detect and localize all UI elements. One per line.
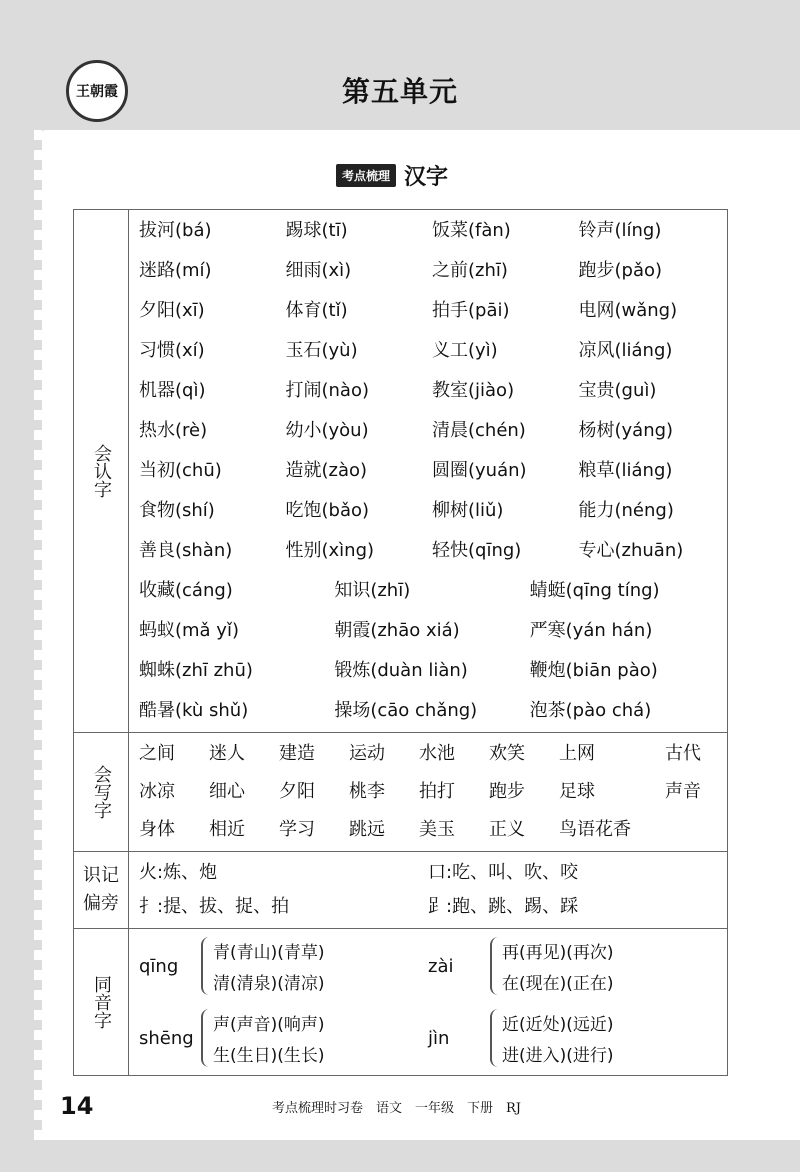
recognize-word: 铃声(líng): [578, 220, 662, 241]
recognize-word: 柳树(liǔ): [432, 500, 504, 521]
recognize-word: 玉石(yù): [285, 340, 358, 361]
recognize-word: 热水(rè): [139, 420, 208, 441]
recognize-cell: [129, 210, 728, 733]
recognize-word: 体育(tǐ): [285, 300, 348, 321]
brand-logo: 王朝霞: [66, 60, 128, 122]
recognize-word: 清晨(chén): [432, 420, 526, 441]
header: [0, 0, 800, 130]
homophone-pinyin: shēng: [139, 1027, 194, 1049]
homophone-lines: [502, 1010, 614, 1066]
recognize-word: 粮草(liáng): [578, 460, 673, 481]
recognize-word: 跑步(pǎo): [578, 260, 663, 281]
write-word: 建造: [279, 743, 315, 764]
homophone-pinyin: zài: [428, 955, 454, 977]
recognize-word: 踢球(tī): [285, 220, 348, 241]
write-word: 相近: [209, 819, 245, 840]
recognize-word: 电网(wǎng): [578, 300, 678, 321]
write-word: 之间: [139, 743, 175, 764]
recognize-word: 蜘蛛(zhī zhū): [139, 660, 253, 681]
radicals-grid: [139, 860, 717, 920]
recognize-word: 吃饱(bǎo): [285, 500, 370, 521]
recognize-word: 朝霞(zhāo xiá): [334, 620, 460, 641]
recognize-word: 拍手(pāi): [432, 300, 510, 321]
homophone-line: 清(清泉)(清凉): [213, 974, 325, 994]
homophone-line: 进(进入)(进行): [502, 1046, 614, 1066]
write-word: 冰凉: [139, 781, 175, 802]
recognize-word: 义工(yì): [432, 340, 498, 361]
radical-entry: 火:炼、炮: [139, 862, 218, 883]
write-word: 足球: [559, 781, 595, 802]
homophone-pinyin: jìn: [428, 1027, 450, 1049]
write-word: 正义: [489, 819, 525, 840]
write-word: 拍打: [419, 781, 455, 802]
write-word: 细心: [209, 781, 245, 802]
homophone-group: [428, 1009, 717, 1067]
homophone-group: [139, 937, 428, 995]
recognize-word: 凉风(liáng): [578, 340, 673, 361]
write-word: 身体: [139, 819, 175, 840]
homophones-grid: [139, 937, 717, 1067]
character-table: [73, 209, 728, 1076]
write-word: 上网: [559, 743, 595, 764]
recognize-word: 教室(jiào): [432, 380, 515, 401]
brace-icon: [201, 1009, 209, 1067]
recognize-word: 之前(zhī): [432, 260, 508, 281]
homophone-lines: [502, 938, 614, 994]
write-word: 桃李: [349, 781, 385, 802]
recognize-word: 杨树(yáng): [578, 420, 674, 441]
recognize-word: 蜻蜓(qīng tíng): [529, 580, 660, 601]
recognize-word: 善良(shàn): [139, 540, 233, 561]
recognize-word: 迷路(mí): [139, 260, 212, 281]
homophone-group: [428, 937, 717, 995]
radical-entry: 口:吃、叫、吹、咬: [428, 862, 579, 883]
homophone-line: 青(青山)(青草): [213, 943, 325, 963]
write-word: 夕阳: [279, 781, 315, 802]
recognize-word: 泡茶(pào chá): [529, 700, 652, 721]
write-word: 跳远: [349, 819, 385, 840]
recognize-word: 能力(néng): [578, 500, 674, 521]
write-word: 水池: [419, 743, 455, 764]
radical-entry: 𧾷:跑、跳、踢、踩: [428, 896, 579, 917]
homophone-line: 近(近处)(远近): [502, 1015, 614, 1035]
homophones-cell: [129, 929, 728, 1076]
radicals-label: 识记偏旁: [74, 852, 129, 929]
write-row: [74, 733, 728, 852]
recognize-label: 会认字: [74, 210, 129, 733]
recognize-word: 严寒(yán hán): [529, 620, 653, 641]
write-word: 跑步: [489, 781, 525, 802]
write-word: 声音: [665, 781, 701, 802]
recognize-word: 当初(chū): [139, 460, 222, 481]
recognize-word: 鞭炮(biān pào): [529, 660, 658, 681]
homophone-lines: [213, 938, 325, 994]
brace-icon: [201, 937, 209, 995]
write-grid: [139, 741, 717, 843]
homophone-lines: [213, 1010, 325, 1066]
brace-icon: [490, 937, 498, 995]
recognize-word: 知识(zhī): [334, 580, 411, 601]
recognize-word: 造就(zào): [285, 460, 368, 481]
recognize-grid-3col: [139, 578, 717, 724]
recognize-word: 蚂蚁(mǎ yǐ): [139, 620, 239, 641]
radical-entry: 扌:提、拔、捉、拍: [139, 896, 290, 917]
radicals-row: [74, 852, 728, 929]
section-header: [336, 160, 448, 191]
section-badge: 考点梳理: [336, 164, 396, 187]
footer-text: 考点梳理时习卷 语文 一年级 下册 RJ: [272, 1101, 521, 1116]
homophone-line: 生(生日)(生长): [213, 1046, 325, 1066]
recognize-word: 食物(shí): [139, 500, 215, 521]
homophones-row: [74, 929, 728, 1076]
radicals-cell: [129, 852, 728, 929]
write-word: 运动: [349, 743, 385, 764]
recognize-word: 细雨(xì): [285, 260, 352, 281]
unit-title: 第五单元: [341, 75, 458, 108]
recognize-word: 轻快(qīng): [432, 540, 522, 561]
recognize-word: 打闹(nào): [285, 380, 369, 401]
write-word: 欢笑: [489, 743, 525, 764]
recognize-row: [74, 210, 728, 733]
recognize-word: 宝贵(guì): [578, 380, 657, 401]
page-number: 14: [60, 1092, 94, 1120]
recognize-word: 性别(xìng): [285, 540, 375, 561]
homophone-line: 声(声音)(响声): [213, 1015, 325, 1035]
recognize-word: 圆圈(yuán): [432, 460, 527, 481]
recognize-word: 机器(qì): [139, 380, 206, 401]
recognize-word: 饭菜(fàn): [432, 220, 511, 241]
homophone-line: 在(现在)(正在): [502, 974, 614, 994]
section-title: 汉字: [404, 165, 449, 190]
recognize-word: 夕阳(xī): [139, 300, 205, 321]
homophone-pinyin: qīng: [139, 955, 179, 977]
write-word: 学习: [279, 819, 315, 840]
homophone-group: [139, 1009, 428, 1067]
brace-icon: [490, 1009, 498, 1067]
recognize-word: 操场(cāo chǎng): [334, 700, 478, 721]
homophone-line: 再(再见)(再次): [502, 943, 614, 963]
write-label: 会写字: [74, 733, 129, 852]
recognize-word: 习惯(xí): [139, 340, 205, 361]
write-word: 鸟语花香: [559, 819, 631, 840]
recognize-word: 专心(zhuān): [578, 540, 684, 561]
write-word: 古代: [665, 743, 701, 764]
recognize-grid-4col: [139, 218, 717, 564]
write-word: 迷人: [209, 743, 245, 764]
write-word: 美玉: [419, 819, 455, 840]
recognize-word: 幼小(yòu): [285, 420, 369, 441]
recognize-word: 拔河(bá): [139, 220, 212, 241]
recognize-word: 锻炼(duàn liàn): [334, 660, 468, 681]
recognize-word: 收藏(cáng): [139, 580, 233, 601]
recognize-word: 酷暑(kù shǔ): [139, 700, 249, 721]
write-cell: [129, 733, 728, 852]
homophones-label: 同音字: [74, 929, 129, 1076]
